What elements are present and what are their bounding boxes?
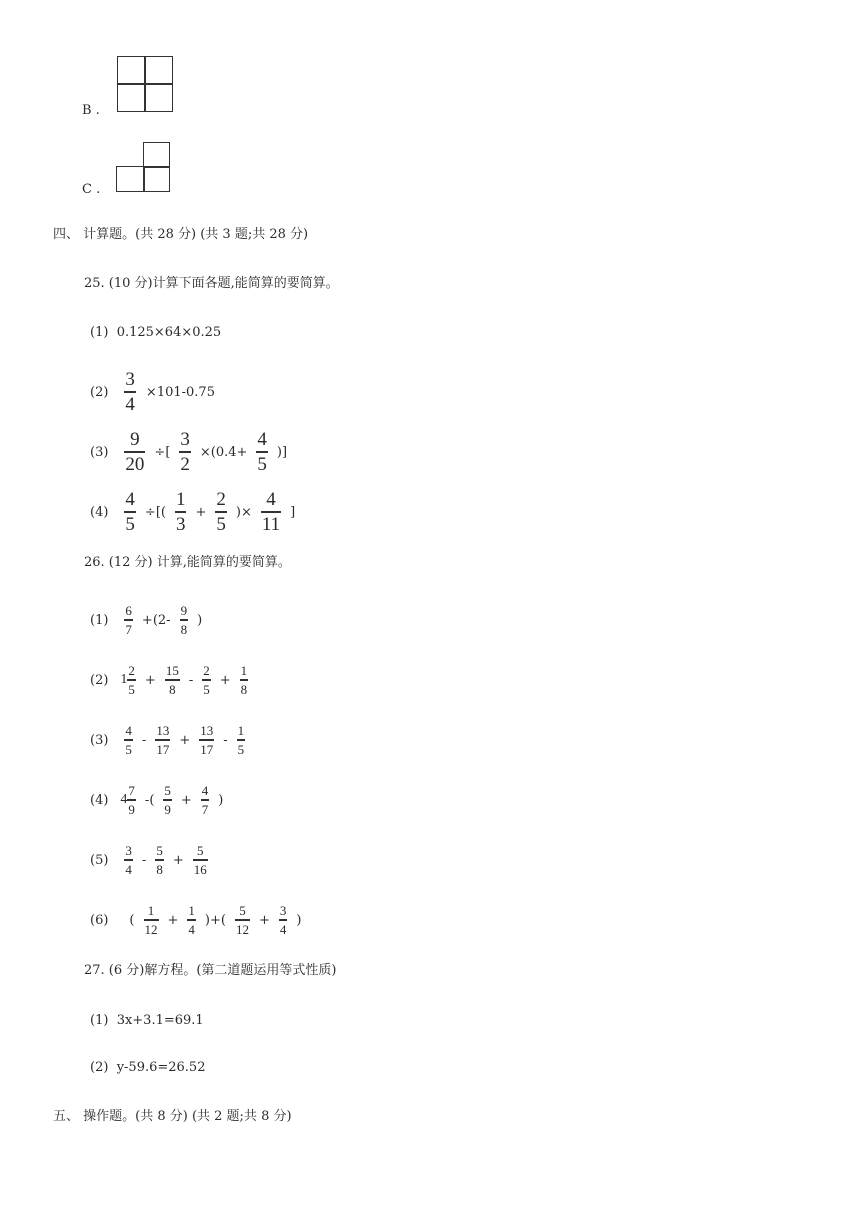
item-index: (2) — [90, 1060, 109, 1075]
fraction — [144, 904, 159, 935]
q27-item-2 — [90, 1061, 205, 1074]
operator-text: ÷[ — [154, 444, 171, 460]
denominator: 12 — [144, 921, 158, 937]
item-index: (3) — [90, 732, 109, 748]
numerator: 3 — [180, 429, 190, 451]
numerator: 13 — [156, 723, 170, 739]
operator-text: ( — [129, 912, 135, 928]
figure-square — [143, 142, 170, 168]
fraction — [175, 490, 187, 533]
denominator: 20 — [125, 453, 145, 475]
fraction — [201, 784, 210, 815]
denominator: 9 — [164, 801, 171, 817]
fraction — [199, 724, 214, 755]
denominator: 5 — [125, 513, 135, 535]
figure-square — [143, 166, 170, 192]
denominator: 8 — [240, 681, 248, 697]
fraction — [180, 604, 189, 635]
item-index: (2) — [90, 672, 109, 688]
denominator: 2 — [180, 453, 190, 475]
fraction — [187, 904, 196, 935]
figure-square — [144, 83, 173, 112]
operator-text: + — [180, 792, 192, 808]
denominator: 5 — [257, 453, 267, 475]
figure-square — [117, 83, 146, 112]
fraction — [215, 490, 227, 533]
operator-text: +(2- — [141, 612, 171, 628]
numerator: 2 — [216, 489, 226, 511]
option-b-figure — [117, 56, 173, 112]
numerator: 1 — [240, 663, 248, 679]
q26-item-5 — [90, 832, 212, 888]
q26-item-3 — [90, 712, 249, 768]
denominator: 16 — [193, 861, 207, 877]
operator-text: ) — [296, 912, 302, 928]
q26-item-6 — [90, 892, 306, 948]
fraction — [240, 664, 249, 695]
operator-text: - — [141, 732, 147, 748]
numerator: 15 — [165, 663, 179, 679]
numerator: 1 — [237, 723, 245, 739]
question-25-header: 25. (10 分)计算下面各题,能简算的要简算。 — [84, 276, 339, 291]
section-5-title: 五、 操作题。(共 8 分) (共 2 题;共 8 分) — [53, 1109, 292, 1124]
denominator: 3 — [175, 513, 186, 535]
figure-square — [116, 166, 145, 192]
fraction — [279, 904, 288, 935]
mixed-number — [120, 784, 140, 815]
denominator: 4 — [279, 921, 287, 937]
operator-text: ) — [218, 792, 224, 808]
expression-text: ×101-0.75 — [145, 384, 215, 400]
expression: 0.125×64×0.25 — [116, 325, 222, 340]
q26-item-2 — [90, 652, 252, 708]
fraction — [193, 844, 208, 875]
operator-text: + — [195, 504, 207, 520]
numerator: 3 — [125, 843, 132, 859]
denominator: 7 — [201, 801, 209, 817]
item-index: (6) — [90, 912, 109, 928]
denominator: 17 — [200, 741, 214, 757]
mixed-number — [120, 664, 140, 695]
fraction — [155, 724, 170, 755]
denominator: 17 — [156, 741, 170, 757]
fraction — [237, 724, 246, 755]
operator-text: - — [223, 732, 228, 748]
denominator: 11 — [261, 513, 281, 535]
q25-item-4 — [90, 484, 300, 540]
denominator: 8 — [180, 621, 188, 637]
operator-text: )+( — [204, 912, 226, 928]
denominator: 4 — [188, 921, 195, 937]
operator-text: )× — [235, 504, 252, 520]
item-index: (1) — [90, 325, 109, 340]
section-4-title: 四、 计算题。(共 28 分) (共 3 题;共 28 分) — [53, 227, 309, 242]
numerator: 4 — [125, 489, 135, 511]
operator-text: - — [188, 672, 194, 688]
fraction — [261, 490, 281, 533]
operator-text: ÷[( — [144, 504, 166, 520]
q26-item-4 — [90, 772, 228, 828]
item-index: (2) — [90, 384, 109, 400]
fraction — [256, 430, 268, 473]
numerator: 5 — [239, 903, 246, 919]
numerator: 5 — [164, 783, 171, 799]
operator-text: - — [141, 852, 147, 868]
equation: y-59.6=26.52 — [116, 1060, 206, 1075]
fraction — [165, 664, 180, 695]
item-index: (4) — [90, 504, 109, 520]
numerator: 3 — [125, 369, 135, 391]
operator-text: )] — [276, 444, 288, 460]
operator-text: + — [258, 912, 270, 928]
denominator: 8 — [169, 681, 176, 697]
fraction — [124, 604, 133, 635]
item-index: (1) — [90, 1013, 109, 1028]
numerator: 1 — [188, 903, 195, 919]
operator-text: + — [172, 852, 184, 868]
numerator: 4 — [201, 783, 209, 799]
numerator: 4 — [257, 429, 267, 451]
item-index: (5) — [90, 852, 109, 868]
numerator: 9 — [130, 429, 140, 451]
numerator: 5 — [156, 843, 163, 859]
numerator: 2 — [128, 663, 135, 679]
denominator: 5 — [216, 513, 226, 535]
fraction — [127, 664, 136, 695]
figure-square — [144, 56, 173, 85]
operator-text: ×(0.4+ — [199, 444, 248, 460]
operator-text: + — [219, 672, 231, 688]
denominator: 8 — [156, 861, 163, 877]
numerator: 2 — [203, 663, 210, 679]
numerator: 9 — [180, 603, 188, 619]
denominator: 7 — [125, 621, 132, 637]
fraction — [124, 724, 133, 755]
q25-item-1 — [90, 326, 221, 339]
denominator: 5 — [203, 681, 210, 697]
denominator: 4 — [125, 861, 132, 877]
numerator: 6 — [125, 603, 132, 619]
q25-item-3 — [90, 424, 292, 480]
denominator: 9 — [128, 801, 135, 817]
operator-text: ) — [197, 612, 203, 628]
q27-item-1 — [90, 1014, 204, 1027]
denominator: 12 — [235, 921, 249, 937]
equation: 3x+3.1=69.1 — [116, 1013, 204, 1028]
option-c-figure — [116, 142, 172, 192]
question-27-header: 27. (6 分)解方程。(第二道题运用等式性质) — [84, 963, 337, 978]
figure-square — [117, 56, 146, 85]
fraction — [124, 490, 136, 533]
item-index: (3) — [90, 444, 109, 460]
operator-text: + — [167, 912, 179, 928]
numerator: 13 — [200, 723, 214, 739]
numerator: 4 — [125, 723, 132, 739]
option-c-label: C . — [82, 182, 101, 197]
numerator: 1 — [147, 903, 155, 919]
denominator: 5 — [125, 741, 132, 757]
denominator: 4 — [125, 393, 135, 415]
denominator: 5 — [128, 681, 135, 697]
fraction — [163, 784, 172, 815]
item-index: (1) — [90, 612, 109, 628]
fraction — [124, 430, 145, 473]
fraction — [235, 904, 250, 935]
numerator: 7 — [128, 783, 135, 799]
whole-part: 1 — [120, 672, 128, 688]
option-b-label: B . — [82, 103, 100, 118]
operator-text: -( — [144, 792, 155, 808]
denominator: 5 — [237, 741, 245, 757]
operator-text: ] — [290, 504, 296, 520]
fraction — [179, 430, 191, 473]
fraction — [202, 664, 211, 695]
operator-text: + — [144, 672, 156, 688]
numerator: 1 — [175, 489, 186, 511]
numerator: 4 — [266, 489, 276, 511]
numerator: 3 — [279, 903, 287, 919]
fraction — [127, 784, 136, 815]
q25-item-2 — [90, 364, 215, 420]
operator-text: + — [179, 732, 191, 748]
numerator: 5 — [196, 843, 204, 859]
whole-part: 4 — [120, 792, 128, 808]
question-26-header: 26. (12 分) 计算,能简算的要简算。 — [84, 555, 291, 570]
q26-item-1 — [90, 592, 207, 648]
fraction — [155, 844, 164, 875]
fraction — [124, 370, 136, 413]
fraction — [124, 844, 133, 875]
item-index: (4) — [90, 792, 109, 808]
